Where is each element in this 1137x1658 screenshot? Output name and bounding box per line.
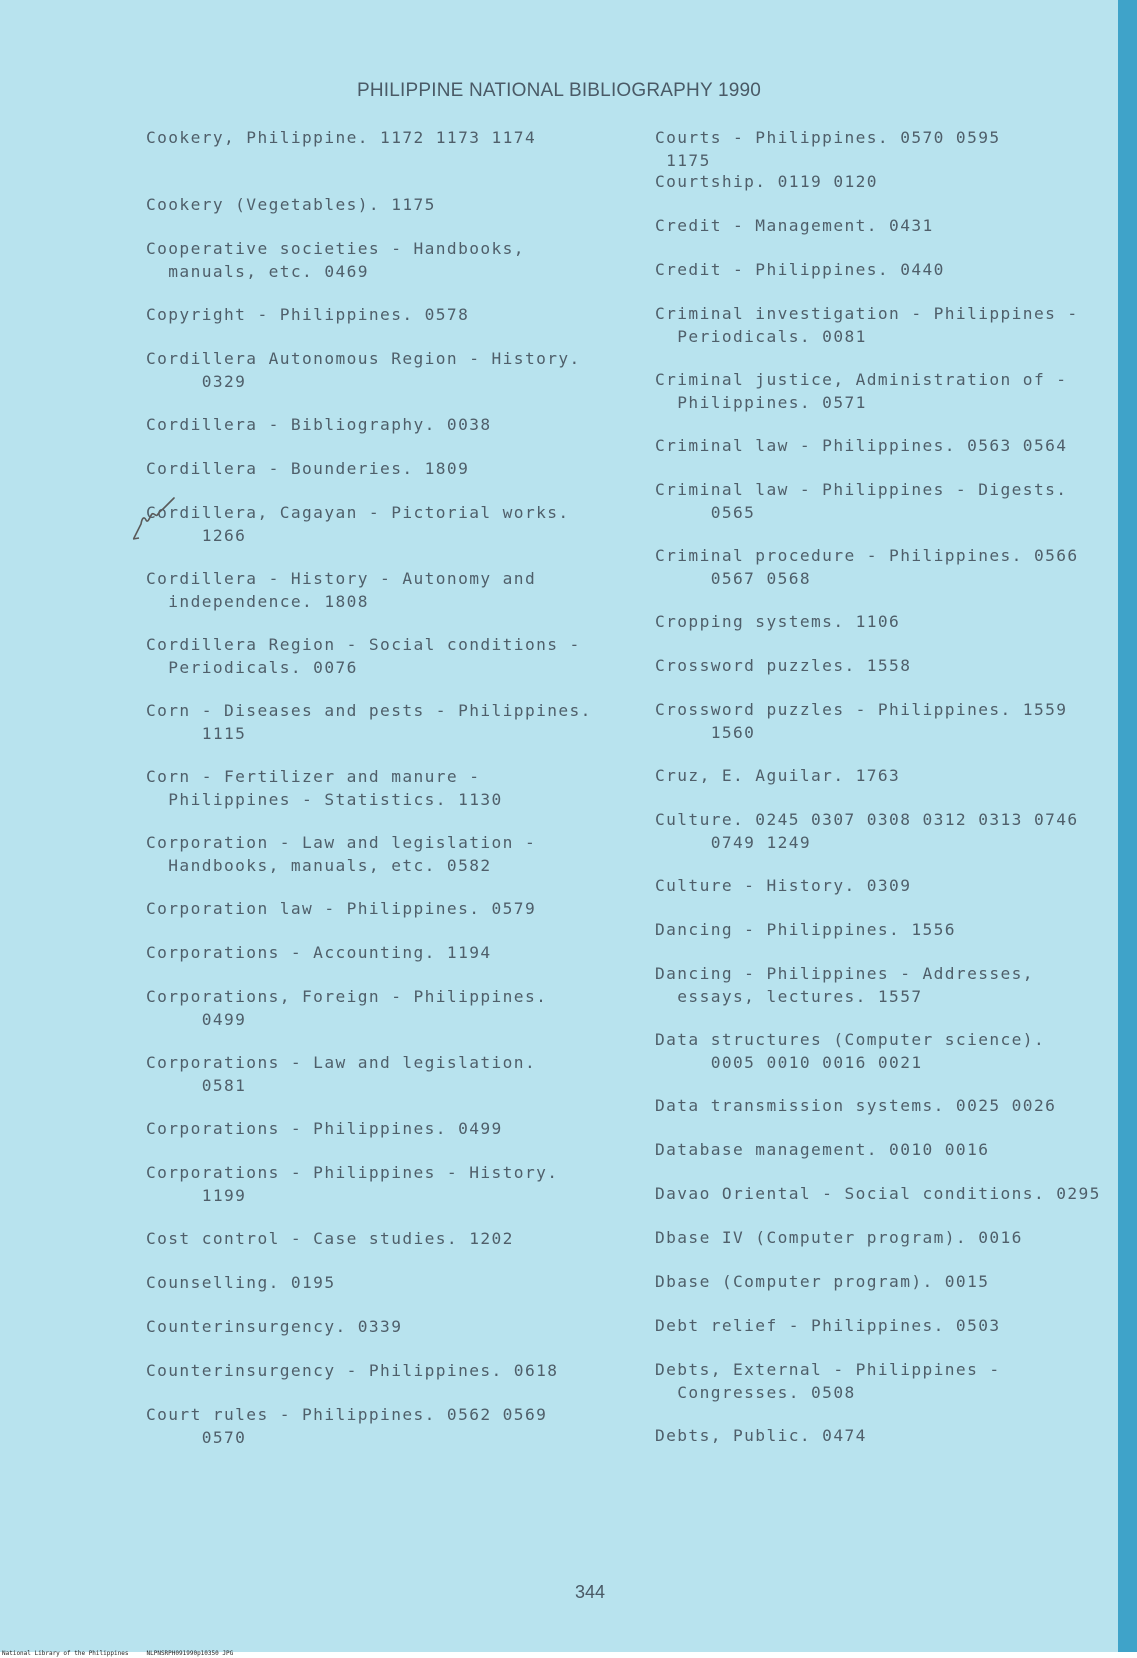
index-entry-heading: Corn - Fertilizer and manure -	[146, 767, 481, 786]
index-entry-heading: Crossword puzzles. 1558	[655, 656, 912, 675]
index-entry	[655, 764, 1110, 787]
index-entry	[146, 1403, 616, 1449]
index-entry-continuation: manuals, etc. 0469	[146, 262, 369, 281]
index-entry	[146, 831, 616, 877]
index-entry-heading: Criminal justice, Administration of -	[655, 370, 1068, 389]
index-entry	[655, 170, 1110, 193]
index-entry	[655, 302, 1110, 348]
index-entry	[146, 1051, 616, 1097]
index-entry-continuation: Handbooks, manuals, etc. 0582	[146, 856, 492, 875]
index-entry-heading: Courts - Philippines. 0570 0595	[655, 128, 1001, 147]
index-entry-heading: Corporations, Foreign - Philippines.	[146, 987, 548, 1006]
index-entry	[655, 478, 1110, 524]
index-entry	[655, 126, 1110, 172]
footer-right: NLPNSRPH091990p10350 JPG	[146, 1650, 234, 1657]
index-entry-heading: Cordillera - Bibliography. 0038	[146, 415, 492, 434]
index-entry-heading: Courtship. 0119 0120	[655, 172, 878, 191]
index-entry-continuation: independence. 1808	[146, 592, 369, 611]
index-entry-heading: Cookery (Vegetables). 1175	[146, 195, 436, 214]
index-entry-continuation: Philippines - Statistics. 1130	[146, 790, 503, 809]
page-number: 344	[574, 1582, 606, 1602]
index-entry	[146, 941, 616, 964]
index-entry	[655, 1358, 1110, 1404]
index-entry	[655, 654, 1110, 677]
index-entry	[146, 567, 616, 613]
index-entry	[146, 457, 616, 480]
index-entry	[146, 501, 616, 547]
index-entry-heading: Corporation law - Philippines. 0579	[146, 899, 537, 918]
index-entry-heading: Dbase IV (Computer program). 0016	[655, 1228, 1023, 1247]
index-entry-continuation: 0329	[146, 372, 247, 391]
index-entry	[146, 126, 616, 149]
index-entry-heading: Davao Oriental - Social conditions. 0295	[655, 1184, 1101, 1203]
index-entry	[655, 1182, 1110, 1205]
index-entry-continuation: 1115	[146, 724, 247, 743]
index-entry-heading: Credit - Philippines. 0440	[655, 260, 945, 279]
index-entry-continuation: 1560	[655, 723, 756, 742]
index-entry	[655, 1314, 1110, 1337]
index-entry-heading: Cooperative societies - Handbooks,	[146, 239, 525, 258]
index-entry-heading: Credit - Management. 0431	[655, 216, 934, 235]
index-entry	[146, 413, 616, 436]
index-entry-heading: Counterinsurgency. 0339	[146, 1317, 403, 1336]
index-entry	[655, 258, 1110, 281]
index-entry-heading: Criminal investigation - Philippines -	[655, 304, 1079, 323]
index-entry-heading: Corporation - Law and legislation -	[146, 833, 537, 852]
index-entry-heading: Culture - History. 0309	[655, 876, 912, 895]
index-entry	[146, 985, 616, 1031]
index-entry-continuation: 0581	[146, 1076, 247, 1095]
index-entry-heading: Debts, Public. 0474	[655, 1426, 867, 1445]
index-entry	[655, 1226, 1110, 1249]
index-entry-heading: Cordillera - Bounderies. 1809	[146, 459, 470, 478]
index-entry-continuation: 1175	[655, 151, 711, 170]
index-entry-continuation: essays, lectures. 1557	[655, 987, 923, 1006]
index-entry	[146, 193, 616, 216]
index-entry	[655, 918, 1110, 941]
index-entry	[655, 808, 1110, 854]
index-entry-heading: Counterinsurgency - Philippines. 0618	[146, 1361, 559, 1380]
index-entry-heading: Criminal law - Philippines. 0563 0564	[655, 436, 1068, 455]
index-entry-heading: Criminal procedure - Philippines. 0566	[655, 546, 1079, 565]
index-entry	[655, 610, 1110, 633]
index-entry-heading: Cordillera Region - Social conditions -	[146, 635, 581, 654]
index-entry-heading: Counselling. 0195	[146, 1273, 336, 1292]
index-entry	[655, 368, 1110, 414]
index-entry-heading: Cookery, Philippine. 1172 1173 1174	[146, 128, 537, 147]
index-entry	[146, 1227, 616, 1250]
index-entry-heading: Data transmission systems. 0025 0026	[655, 1096, 1057, 1115]
index-entry	[146, 1359, 616, 1382]
index-entry-heading: Cordillera, Cagayan - Pictorial works.	[146, 503, 570, 522]
index-entry-heading: Copyright - Philippines. 0578	[146, 305, 470, 324]
index-entry	[655, 874, 1110, 897]
index-entry-heading: Cruz, E. Aguilar. 1763	[655, 766, 901, 785]
index-entry	[655, 434, 1110, 457]
index-entry	[146, 1271, 616, 1294]
index-entry	[146, 897, 616, 920]
index-entry-heading: Cost control - Case studies. 1202	[146, 1229, 514, 1248]
index-entry	[146, 1161, 616, 1207]
index-entry-continuation: 1266	[146, 526, 247, 545]
index-entry-heading: Corporations - Philippines - History.	[146, 1163, 559, 1182]
index-entry	[146, 633, 616, 679]
index-entry-continuation: 0749 1249	[655, 833, 812, 852]
index-entry-heading: Culture. 0245 0307 0308 0312 0313 0746	[655, 810, 1079, 829]
index-entry	[146, 699, 616, 745]
index-entry	[146, 303, 616, 326]
index-entry	[146, 765, 616, 811]
index-entry-heading: Corporations - Accounting. 1194	[146, 943, 492, 962]
index-entry-heading: Criminal law - Philippines - Digests.	[655, 480, 1068, 499]
index-entry-heading: Corporations - Philippines. 0499	[146, 1119, 503, 1138]
index-entry-heading: Database management. 0010 0016	[655, 1140, 990, 1159]
index-entry-heading: Dbase (Computer program). 0015	[655, 1272, 990, 1291]
index-entry-continuation: Periodicals. 0076	[146, 658, 358, 677]
index-entry	[655, 1270, 1110, 1293]
index-entry-continuation: 1199	[146, 1186, 247, 1205]
scan-edge	[1118, 0, 1137, 1652]
index-entry-continuation: 0570	[146, 1428, 247, 1447]
index-entry-continuation: 0565	[655, 503, 756, 522]
index-entry-heading: Corporations - Law and legislation.	[146, 1053, 537, 1072]
index-entry-continuation: Philippines. 0571	[655, 393, 867, 412]
index-entry-heading: Debt relief - Philippines. 0503	[655, 1316, 1001, 1335]
index-entry-continuation: 0005 0010 0016 0021	[655, 1053, 923, 1072]
index-entry	[655, 544, 1110, 590]
index-entry-heading: Cordillera - History - Autonomy and	[146, 569, 537, 588]
index-entry-heading: Debts, External - Philippines -	[655, 1360, 1001, 1379]
index-entry	[655, 1424, 1110, 1447]
index-entry-heading: Cropping systems. 1106	[655, 612, 901, 631]
index-entry-continuation: Periodicals. 0081	[655, 327, 867, 346]
index-entry-heading: Cordillera Autonomous Region - History.	[146, 349, 581, 368]
index-entry-heading: Dancing - Philippines. 1556	[655, 920, 956, 939]
footer-left: National Library of the Philippines	[2, 1650, 129, 1657]
index-entry	[655, 214, 1110, 237]
index-entry	[655, 1028, 1110, 1074]
index-entry	[655, 962, 1110, 1008]
index-entry-heading: Dancing - Philippines - Addresses,	[655, 964, 1034, 983]
index-entry-continuation: Congresses. 0508	[655, 1383, 856, 1402]
index-entry	[146, 347, 616, 393]
footer-credit	[2, 1650, 233, 1657]
index-entry-heading: Crossword puzzles - Philippines. 1559	[655, 700, 1068, 719]
index-entry	[146, 237, 616, 283]
handwritten-check-mark	[130, 494, 190, 544]
index-entry	[655, 1138, 1110, 1161]
index-entry	[655, 1094, 1110, 1117]
index-entry-heading: Court rules - Philippines. 0562 0569	[146, 1405, 548, 1424]
index-entry	[146, 1315, 616, 1338]
index-entry-heading: Data structures (Computer science).	[655, 1030, 1046, 1049]
index-entry	[655, 698, 1110, 744]
page-header: PHILIPPINE NATIONAL BIBLIOGRAPHY 1990	[356, 80, 762, 101]
index-entry	[146, 1117, 616, 1140]
index-entry-continuation: 0567 0568	[655, 569, 812, 588]
index-entry-continuation: 0499	[146, 1010, 247, 1029]
index-entry-heading: Corn - Diseases and pests - Philippines.	[146, 701, 592, 720]
